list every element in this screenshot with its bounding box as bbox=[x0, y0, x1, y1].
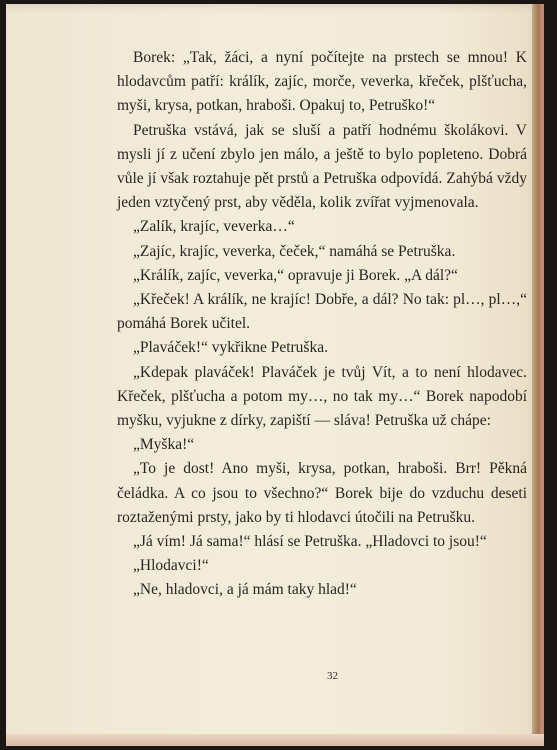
book-page bbox=[6, 4, 544, 746]
paragraph: „Myška!“ bbox=[133, 436, 195, 454]
paragraph: „Hlodavci!“ bbox=[133, 557, 209, 575]
paragraph: „Já vím! Já sama!“ hlásí se Petruška. „Hladovci to jsou!“ bbox=[133, 533, 487, 551]
paragraph: „Zajíc, krajíc, veverka, čeček,“ namáhá se Petruška. bbox=[133, 242, 456, 260]
paragraph: „Králík, zajíc, veverka,“ opravuje ji Borek. „A dál?“ bbox=[133, 266, 458, 284]
page-edge bbox=[532, 4, 544, 746]
page-text bbox=[117, 46, 527, 603]
paragraph: „To je dost! Ano myši, krysa, potkan, hraboši. Brr! Pěkná čeládka. A co jsou to všechno?“ Borek bije do vzduchu deseti roztaženými prsty, jako by ti hlodavci útočili na Petrušku. bbox=[117, 460, 527, 526]
paragraph: „Kdepak plaváček! Plaváček je tvůj Vít, a to není hlodavec. Křeček, plšťucha a potom my…, no tak my…“ Borek napodobí myšku, vyjukne z dírky, zapiští — sláva! Petruška už chápe: bbox=[117, 363, 527, 430]
paragraph: Petruška vstává, jak se sluší a patří hodnému školákovi. V mysli jí z učení zbylo jen málo, a ještě to bylo popleteno. Dobrá vůle jí však roztahuje pět prstů a Petruška odpovídá. Zahýbá vždy jeden vztyčený prst, aby věděla, kolik zvířat vyjmenovala. bbox=[117, 121, 527, 212]
paragraph: „Ne, hladovci, a já mám taky hlad!“ bbox=[133, 581, 357, 599]
paragraph: „Plaváček!“ vykřikne Petruška. bbox=[133, 339, 328, 357]
page-number: 32 bbox=[327, 670, 338, 682]
paragraph: „Zalík, krajíc, veverka…“ bbox=[133, 218, 295, 236]
paragraph: Borek: „Tak, žáci, a nyní počítejte na prstech se mnou! K hlodavcům patří: králík, zajíc, morče, veverka, křeček, plšťucha, myši, krysa, potkan, hraboši. Opakuj to, Petruško!“ bbox=[117, 49, 527, 115]
page-bottom-edge bbox=[6, 734, 544, 746]
paragraph: „Křeček! A králík, ne krajíc! Dobře, a dál? No tak: pl…, pl…,“ pomáhá Borek učitel. bbox=[117, 291, 527, 333]
